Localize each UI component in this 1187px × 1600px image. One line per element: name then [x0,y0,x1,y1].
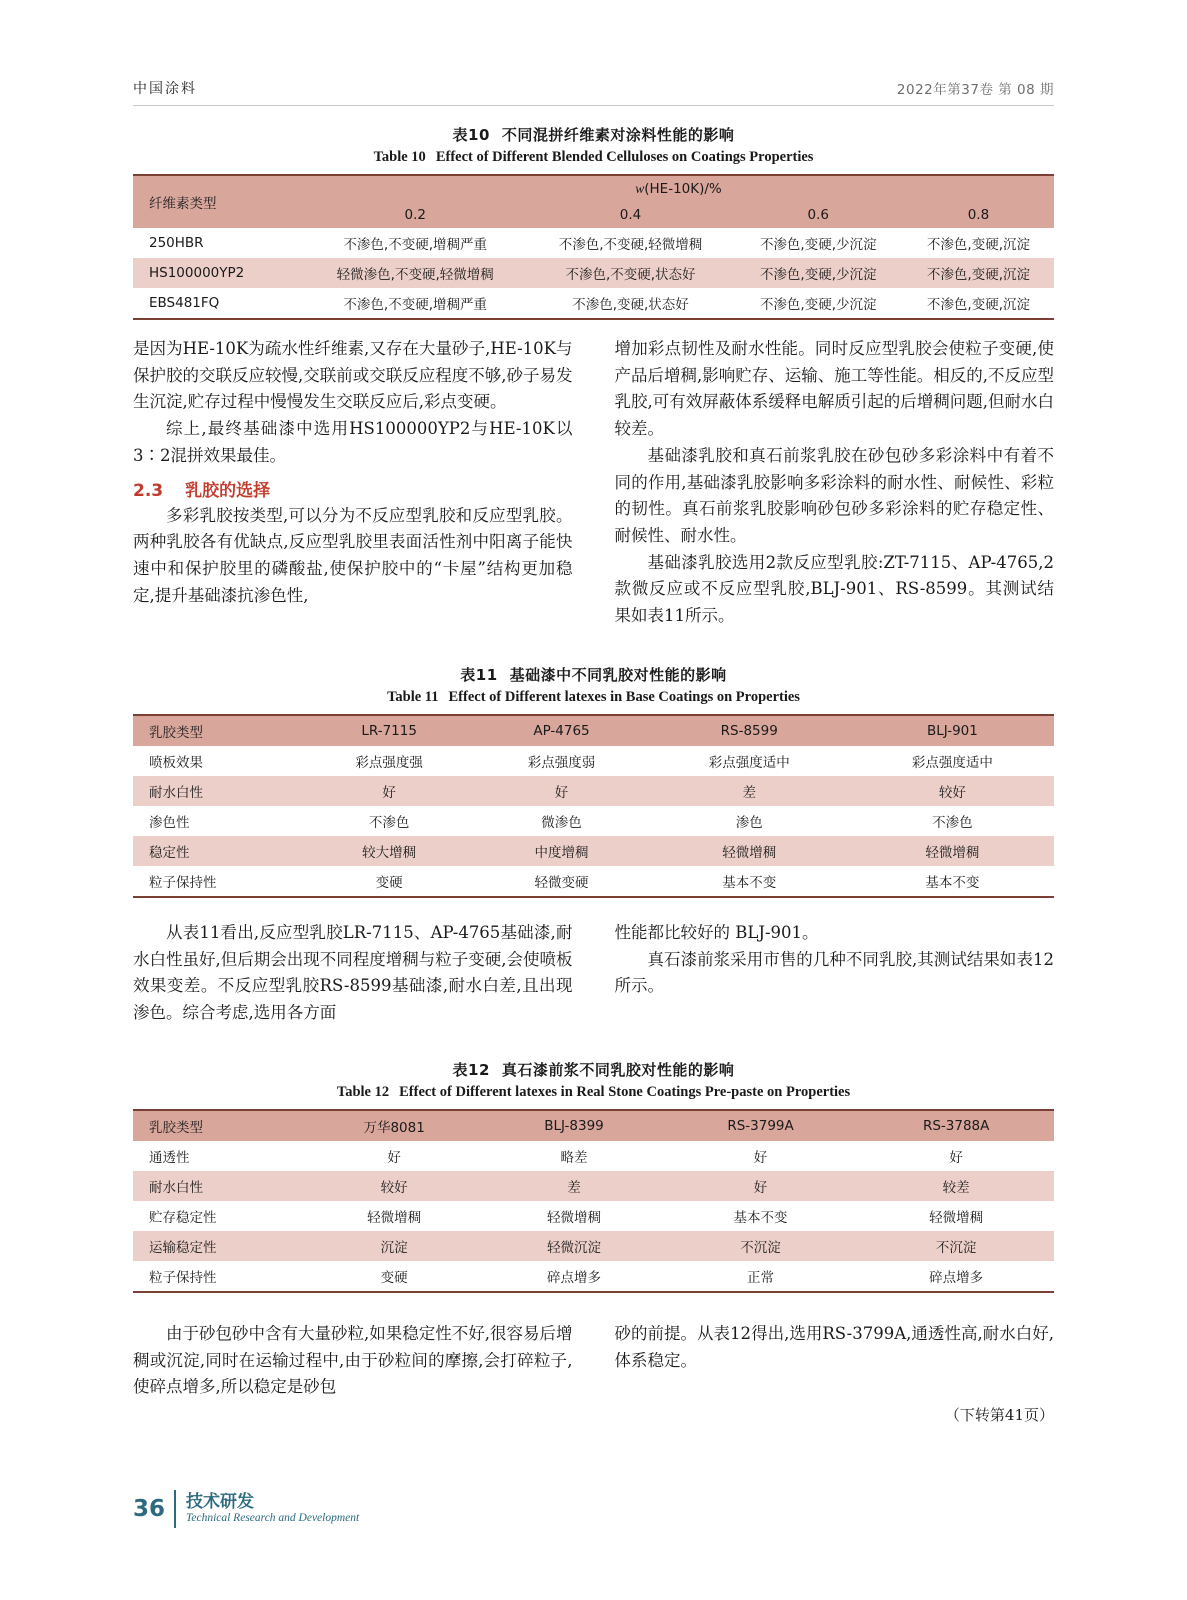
paragraph: 基础漆乳胶和真石前浆乳胶在砂包砂多彩涂料中有着不同的作用,基础漆乳胶影响多彩涂料的耐水性、耐候性、彩粒的韧性。真石前浆乳胶影响砂包砂多彩涂料的贮存稳定性、耐候性、耐水性。 [614,445,1054,546]
cell: AP-4765 [475,715,647,746]
paragraph: 砂的前提。从表12得出,选用RS-3799A,通透性高,耐水白好,体系稳定。 [614,1323,1054,1370]
cell: 基本不变 [648,866,851,897]
cell: 不渗色,变硬,少沉淀 [734,228,903,258]
paragraph: 由于砂包砂中含有大量砂粒,如果稳定性不好,很容易后增稠或沉淀,同时在运输过程中,由于砂粒间的摩擦,会打碎粒子,使碎点增多,所以稳定是砂包 [133,1323,573,1397]
table-10-subheader-0: 0.2 [303,202,527,228]
cell: 变硬 [303,866,475,897]
left-column [133,1321,573,1425]
cell: 轻微沉淀 [485,1231,662,1261]
body-section-1 [133,336,1054,630]
cell: RS-8599 [648,715,851,746]
cell: 彩点强度适中 [648,746,851,776]
cell: 运输稳定性 [133,1231,303,1261]
cell: RS-3799A [663,1110,859,1141]
cell: 基本不变 [663,1201,859,1231]
table-12 [133,1109,1054,1293]
cell: 耐水白性 [133,1171,303,1201]
cell: 基本不变 [851,866,1054,897]
cell: 好 [303,1141,485,1171]
paragraph: 真石漆前浆采用市售的几种不同乳胶,其测试结果如表12所示。 [614,949,1054,996]
table-10-caption-en [133,149,1054,166]
body-section-2 [133,920,1054,1027]
right-column [615,336,1055,630]
cell: 不渗色,变硬,少沉淀 [734,258,903,288]
left-column [133,336,573,630]
paragraph: 基础漆乳胶选用2款反应型乳胶:ZT-7115、AP-4765,2款微反应或不反应型乳胶,BLJ-901、RS-8599。其测试结果如表11所示。 [614,552,1054,626]
table-10-title-en: Effect of Different Blended Celluloses on Coatings Properties [435,149,814,165]
cell: 乳胶类型 [133,1110,303,1141]
cell: 轻微变硬 [475,866,647,897]
header-divider [133,105,1054,106]
table-row [133,806,1054,836]
cell: LR-7115 [303,715,475,746]
cell: 通透性 [133,1141,303,1171]
table-row [133,258,1054,288]
cell: 较好 [851,776,1054,806]
cell: 贮存稳定性 [133,1201,303,1231]
paragraph: 从表11看出,反应型乳胶LR-7115、AP-4765基础漆,耐水白性虽好,但后期会出现不同程度增稠与粒子变硬,会使喷板效果变差。不反应型乳胶RS-8599基础漆,耐水白差,且出现渗色。综合考虑,选用各方面 [133,922,573,1023]
cell: 好 [663,1141,859,1171]
table-12-number-cn: 表12 [452,1060,490,1079]
cell: 不沉淀 [663,1231,859,1261]
cell: 万华8081 [303,1110,485,1141]
cell: 差 [648,776,851,806]
cell: HS100000YP2 [133,258,303,288]
cell: 不渗色 [851,806,1054,836]
cell: 中度增稠 [475,836,647,866]
cell: 沉淀 [303,1231,485,1261]
table-11-number-en: Table 11 [387,688,439,705]
table-row [133,866,1054,897]
issue-info: 2022年第37卷 第 08 期 [896,82,1054,98]
cell: 耐水白性 [133,776,303,806]
footer-department-en: Technical Research and Development [186,1512,360,1525]
cell: 250HBR [133,228,303,258]
cell: BLJ-901 [851,715,1054,746]
table-10-block [133,124,1054,320]
table-11-title-en: Effect of Different latexes in Base Coatings on Properties [448,688,800,705]
cell: 不渗色,变硬,状态好 [527,288,733,319]
cell: 彩点强度强 [303,746,475,776]
table-10-title-cn: 不同混拼纤维素对涂料性能的影响 [501,126,735,144]
cell: 粒子保持性 [133,1261,303,1292]
cell: 轻微渗色,不变硬,轻微增稠 [303,258,527,288]
cell: 碎点增多 [485,1261,662,1292]
table-row [133,746,1054,776]
cell: 渗色性 [133,806,303,836]
cell: 不渗色,变硬,沉淀 [903,258,1054,288]
table-12-title-cn: 真石漆前浆不同乳胶对性能的影响 [501,1060,735,1079]
cell: 较差 [858,1171,1054,1201]
table-12-title-en: Effect of Different latexes in Real Stone Coatings Pre-paste on Properties [399,1083,851,1100]
cell: 轻微增稠 [485,1201,662,1231]
cell: 不渗色,变硬,沉淀 [903,228,1054,258]
section-number: 2.3 [133,480,164,501]
cell: 喷板效果 [133,746,303,776]
body-section-3 [133,1321,1054,1425]
cell: 好 [475,776,647,806]
left-column [133,920,573,1027]
cell: 好 [663,1171,859,1201]
page-number: 36 [133,1496,166,1522]
table-10-group-header: w(HE-10K)/% [303,175,1054,202]
cell: 较大增稠 [303,836,475,866]
table-11-caption-cn [133,664,1054,685]
table-row [133,1231,1054,1261]
cell: BLJ-8399 [485,1110,662,1141]
paragraph: 多彩乳胶按类型,可以分为不反应型乳胶和反应型乳胶。两种乳胶各有优缺点,反应型乳胶里表面活性剂中阳离子能快速中和保护胶里的磷酸盐,使保护胶中的“卡屋”结构更加稳定,提升基础漆抗渗色性, [133,505,573,605]
table-row [133,288,1054,319]
table-10-subheader-2: 0.6 [734,202,903,228]
table-10-caption-cn [133,124,1054,145]
table-11-number-cn: 表11 [460,665,498,684]
paragraph: 增加彩点韧性及耐水性能。同时反应型乳胶会使粒子变硬,使产品后增稠,影响贮存、运输、施工等性能。相反的,不反应型乳胶,可有效屏蔽体系缓释电解质引起的后增稠问题,但耐水白较差。 [614,339,1054,439]
table-10-col0-header: 纤维素类型 [133,175,303,228]
section-title: 乳胶的选择 [185,480,271,501]
cell: 渗色 [648,806,851,836]
cell: 轻微增稠 [648,836,851,866]
table-11-caption-en [133,689,1054,706]
cell: 变硬 [303,1261,485,1292]
table-row [133,836,1054,866]
cell: 正常 [663,1261,859,1292]
page-footer [133,1490,359,1528]
cell: 略差 [485,1141,662,1171]
table-12-caption-en [133,1084,1054,1101]
table-row [133,1110,1054,1141]
cell: 较好 [303,1171,485,1201]
cell: 彩点强度适中 [851,746,1054,776]
table-10-subheader-1: 0.4 [527,202,733,228]
paragraph: 是因为HE-10K为疏水性纤维素,又存在大量砂子,HE-10K与保护胶的交联反应较慢,交联前或交联反应程度不够,砂子易发生沉淀,贮存过程中慢慢发生交联反应后,彩点变硬。 [133,339,573,412]
cell: 不渗色 [303,806,475,836]
cell: 不渗色,不变硬,增稠严重 [303,288,527,319]
cell: 差 [485,1171,662,1201]
cell: 不渗色,变硬,少沉淀 [734,288,903,319]
table-row [133,715,1054,746]
right-column [615,920,1055,1027]
paragraph: 综上,最终基础漆中选用HS100000YP2与HE-10K以3∶2混拼效果最佳。 [133,419,573,465]
table-11-block [133,664,1054,898]
cell: 不渗色,不变硬,增稠严重 [303,228,527,258]
section-heading-2-3 [133,476,573,501]
table-11 [133,714,1054,898]
cell: 不渗色,变硬,沉淀 [903,288,1054,319]
cell: 微渗色 [475,806,647,836]
cell: 好 [303,776,475,806]
cell: 乳胶类型 [133,715,303,746]
page-header [133,0,1054,98]
table-row [133,1201,1054,1231]
table-10 [133,174,1054,320]
cell: 粒子保持性 [133,866,303,897]
cell: RS-3788A [858,1110,1054,1141]
journal-name: 中国涂料 [133,81,197,97]
table-row [133,228,1054,258]
table-row [133,1171,1054,1201]
table-row [133,776,1054,806]
footer-department-cn: 技术研发 [186,1491,255,1512]
table-12-number-en: Table 12 [336,1083,390,1100]
cell: 不渗色,不变硬,轻微增稠 [527,228,733,258]
paragraph: 性能都比较好的 BLJ-901。 [614,922,819,942]
cell: EBS481FQ [133,288,303,319]
table-row [133,1141,1054,1171]
table-row [133,1261,1054,1292]
table-10-number-en: Table 10 [373,149,426,165]
cell: 轻微增稠 [303,1201,485,1231]
table-12-block [133,1059,1054,1293]
cell: 不渗色,不变硬,状态好 [527,258,733,288]
cell: 好 [858,1141,1054,1171]
cell: 轻微增稠 [851,836,1054,866]
footer-divider [174,1490,176,1528]
table-row [133,175,1054,202]
table-11-title-cn: 基础漆中不同乳胶对性能的影响 [509,665,727,684]
table-12-caption-cn [133,1059,1054,1080]
right-column [615,1321,1055,1425]
cell: 稳定性 [133,836,303,866]
cell: 碎点增多 [858,1261,1054,1292]
continuation-note: （下转第41页） [944,1406,1054,1425]
table-10-subheader-3: 0.8 [903,202,1054,228]
cell: 不沉淀 [858,1231,1054,1261]
cell: 轻微增稠 [858,1201,1054,1231]
cell: 彩点强度弱 [475,746,647,776]
table-10-number-cn: 表10 [452,126,490,144]
